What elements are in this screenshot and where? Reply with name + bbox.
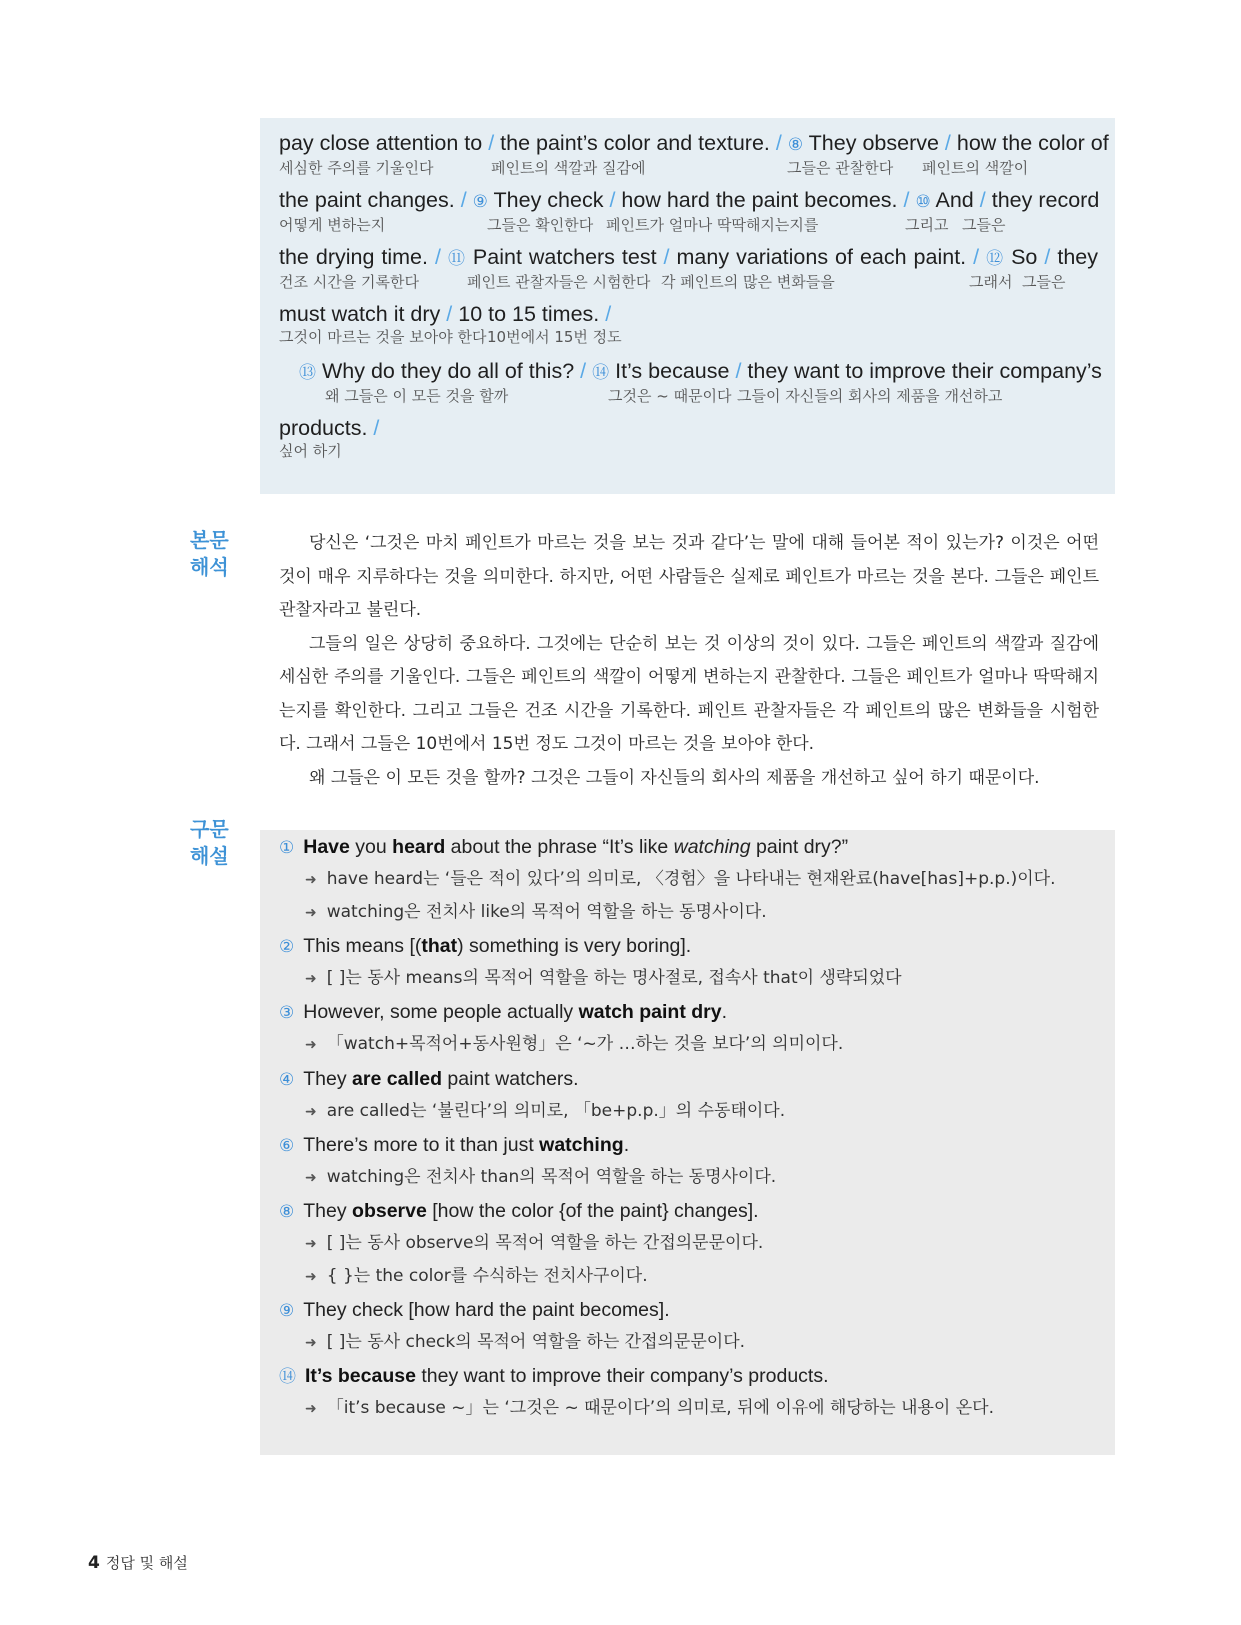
page-number: 4 <box>88 1553 100 1573</box>
arrow-icon: ➜ <box>305 1269 317 1285</box>
korean-gloss-line: 그것이 마르는 것을 보아야 한다 10번에서 15번 정도 <box>279 328 622 346</box>
english-chunk-line: pay close attention to / the paint’s color and texture. / ⑧ They observe / how the color of <box>279 131 1109 155</box>
grammar-sentence-4: ④ They are called paint watchers. <box>279 1068 579 1090</box>
grammar-sentence-8: ⑧ They observe [how the color {of the paint} changes]. <box>279 1200 759 1222</box>
arrow-icon: ➜ <box>305 1104 317 1120</box>
sentence-number: ② <box>279 937 295 957</box>
english-chunk-line: ⑬ Why do they do all of this? / ⑭ It’s because / they want to improve their company’s <box>299 359 1102 383</box>
footer-title: 정답 및 해설 <box>105 1554 188 1572</box>
grammar-sentence-9: ⑨ They check [how hard the paint becomes]. <box>279 1299 670 1321</box>
korean-gloss-line: 건조 시간을 기록한다 페인트 관찰자들은 시험한다 각 페인트의 많은 변화들을 그래서 그들은 <box>279 273 1066 291</box>
sentence-number: ④ <box>279 1070 295 1090</box>
arrow-icon: ➜ <box>305 971 317 987</box>
arrow-icon: ➜ <box>305 1037 317 1053</box>
sentence-number: ⑫ <box>986 249 1005 268</box>
sentence-number: ⑬ <box>299 363 316 382</box>
korean-gloss-line: 싶어 하기 <box>279 442 342 460</box>
grammar-note: ➜ are called는 ‘불린다’의 의미로, 「be+p.p.」의 수동태이다. <box>305 1101 786 1121</box>
chunk-line-3 <box>279 244 1098 292</box>
korean-translation <box>279 527 1099 795</box>
english-chunk-line: the paint changes. / ⑨ They check / how hard the paint becomes. / ⑩ And / they record <box>279 188 1100 212</box>
grammar-sentence-2: ② This means [(that) something is very boring]. <box>279 935 692 957</box>
arrow-icon: ➜ <box>305 1335 317 1351</box>
sentence-number: ⑭ <box>592 363 610 382</box>
grammar-note: ➜ [ ]는 동사 observe의 목적어 역할을 하는 간접의문문이다. <box>305 1233 764 1253</box>
grammar-sentence-6: ⑥ There’s more to it than just watching. <box>279 1134 630 1156</box>
chunk-line-6 <box>279 415 1098 461</box>
arrow-icon: ➜ <box>305 1236 317 1252</box>
sentence-number: ⑭ <box>279 1367 296 1387</box>
sentence-number: ⑨ <box>472 192 488 211</box>
sentence-number: ③ <box>279 1003 295 1023</box>
grammar-sentence-1: ① Have you heard about the phrase “It’s like watching paint dry?” <box>279 836 849 858</box>
korean-gloss-line: 어떻게 변하는지 그들은 확인한다 페인트가 얼마나 딱딱해지는지를 그리고 그들은 <box>279 216 1006 234</box>
english-chunk-line: products. / <box>279 416 380 440</box>
grammar-note: ➜ 「watch+목적어+동사원형」은 ‘~가 …하는 것을 보다’의 의미이다. <box>305 1034 844 1054</box>
english-chunk-line: the drying time. / ⑪ Paint watchers test / many variations of each paint. / ⑫ So / they <box>279 245 1098 269</box>
sentence-number: ⑪ <box>447 249 466 268</box>
grammar-note: ➜ { }는 the color를 수식하는 전치사구이다. <box>305 1266 648 1286</box>
grammar-note: ➜ [ ]는 동사 means의 목적어 역할을 하는 명사절로, 접속사 that이 생략되었다 <box>305 968 902 988</box>
arrow-icon: ➜ <box>305 872 317 888</box>
grammar-sentence-3: ③ However, some people actually watch paint dry. <box>279 1001 728 1023</box>
grammar-notes-box <box>260 830 1115 1455</box>
grammar-note: ➜ watching은 전치사 like의 목적어 역할을 하는 동명사이다. <box>305 902 767 922</box>
grammar-note: ➜ 「it’s because ~」는 ‘그것은 ~ 때문이다’의 의미로, 뒤에 이유에 해당하는 내용이 온다. <box>305 1398 995 1418</box>
page-footer <box>88 1552 188 1573</box>
sentence-number: ⑥ <box>279 1136 295 1156</box>
grammar-section-label: 구문 해설 <box>190 817 229 868</box>
translation-section-label: 본문 해석 <box>190 528 229 579</box>
sentence-number: ⑩ <box>915 192 931 211</box>
sentence-number: ① <box>279 838 295 858</box>
grammar-note: ➜ watching은 전치사 than의 목적어 역할을 하는 동명사이다. <box>305 1167 777 1187</box>
english-chunk-line: must watch it dry / 10 to 15 times. / <box>279 302 612 326</box>
translation-paragraph: 그들의 일은 상당히 중요하다. 그것에는 단순히 보는 것 이상의 것이 있다. 그들은 페인트의 색깔과 질감에 세심한 주의를 기울인다. 그들은 페인트의 색깔이 어떻게 변하는지 관찰한다. 그들은 페인트가 얼마나 딱딱해지는지를 확인한다. 그리고 그들은 건조 시간을 기록한다. 페인트 관찰자들은 각 페인트의 많은 변화들을 시험한다. 그래서 그들은 10번에서 15번 정도 그것이 마르는 것을 보아야 한다. <box>279 633 1099 754</box>
arrow-icon: ➜ <box>305 905 317 921</box>
chunk-line-5 <box>299 358 1102 406</box>
arrow-icon: ➜ <box>305 1170 317 1186</box>
korean-gloss-line: 세심한 주의를 기울인다 페인트의 색깔과 질감에 그들은 관찰한다 페인트의 색깔이 <box>279 159 1029 177</box>
chunk-reading-box <box>260 118 1115 494</box>
translation-paragraph: 왜 그들은 이 모든 것을 할까? 그것은 그들이 자신들의 회사의 제품을 개선하고 싶어 하기 때문이다. <box>309 767 1040 788</box>
translation-paragraph: 당신은 ‘그것은 마치 페인트가 마르는 것을 보는 것과 같다’는 말에 대해 들어본 적이 있는가? 이것은 어떤 것이 매우 지루하다는 것을 의미한다. 하지만, 어떤 사람들은 실제로 페인트가 마르는 것을 본다. 그들은 페인트 관찰자라고 불린다. <box>279 533 1099 620</box>
chunk-line-4 <box>279 301 1098 347</box>
sentence-number: ⑨ <box>279 1301 295 1321</box>
korean-gloss-line: 왜 그들은 이 모든 것을 할까 그것은 ~ 때문이다 그들이 자신들의 회사의 제품을 개선하고 <box>325 387 1003 405</box>
sentence-number: ⑧ <box>279 1202 295 1222</box>
arrow-icon: ➜ <box>305 1401 317 1417</box>
grammar-note: ➜ have heard는 ‘들은 적이 있다’의 의미로, 〈경험〉을 나타내는 현재완료(have[has]+p.p.)이다. <box>305 869 1056 889</box>
grammar-note: ➜ [ ]는 동사 check의 목적어 역할을 하는 간접의문문이다. <box>305 1332 746 1352</box>
chunk-line-2 <box>279 187 1098 235</box>
chunk-line-1 <box>279 130 1109 178</box>
grammar-sentence-14: ⑭ It’s because they want to improve their company’s products. <box>279 1365 829 1387</box>
sentence-number: ⑧ <box>787 135 804 154</box>
